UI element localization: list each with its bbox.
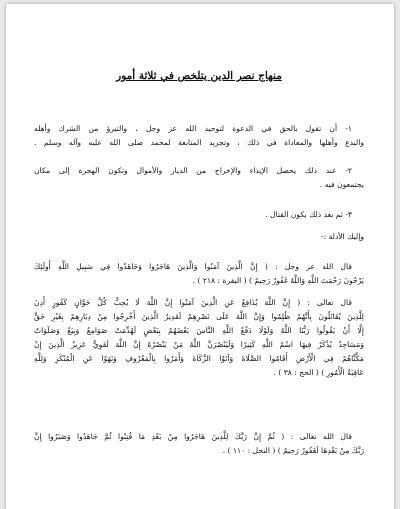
quote-1-line-2: يَرْجُونَ رَحْمَتَ اللَّهِ وَاللَّهُ غَفُورٌ رَحِيمٌ ) ( البقرة : ٢١٨ ) . xyxy=(192,276,364,285)
quote-2-line-6: عَاقِبَةُ الْأُمُورِ ) ( الحج : ٣٨ ) . xyxy=(273,368,364,377)
quote-2-line-2: لِلَّذِينَ يُقَاتَلُونَ بِأَنَّهُمْ ظُلِمُوا وَإِنَّ اللَّهَ عَلَى نَصْرِهِمْ لَقَدِيرٌ الَّذِينَ أُخْرِجُوا مِنْ دِيَارِهِمْ بِغَيْرِ حَقٍّ xyxy=(34,312,364,321)
quote-2-line-3: إِلَّا أَنْ يَقُولُوا رَبُّنَا اللَّهُ وَلَوْلَا دَفْعُ اللَّهِ النَّاسَ بَعْضَهُمْ بِبَعْضٍ لَهُدِّمَتْ صَوَامِعُ وَبِيَعٌ وَصَلَوَاتٌ xyxy=(34,326,364,335)
quote-2-line-1: قال تعالى : ( إِنَّ اللَّهَ يُدَافِعُ عَنِ الَّذِينَ آمَنُوا إِنَّ اللَّهَ لَا يُحِبُّ كُلَّ خَوَّانٍ كَفُورٍ أُذِنَ xyxy=(34,298,352,307)
quote-3-line-1: قال الله تعالى : ( ثُمَّ إِنَّ رَبَّكَ لِلَّذِينَ هَاجَرُوا مِنْ بَعْدِ مَا فُتِنُوا ثُمَّ جَاهَدُوا وَصَبَرُوا إِنَّ xyxy=(34,432,352,441)
evidence-heading xyxy=(34,230,364,244)
quote-2 xyxy=(34,296,364,380)
quote-2-line-5: مَكَّنَّاهُمْ فِي الْأَرْضِ أَقَامُوا الصَّلَاةَ وَآتَوُا الزَّكَاةَ وَأَمَرُوا بِالْمَعْرُوفِ وَنَهَوْا عَنِ الْمُنْكَرِ وَلِلَّهِ xyxy=(34,354,364,363)
point-2-line-1: ٢- عند ذلك يحصل الإيذاء والإخراج من الديار والأموال وتكون الهجرة إلى مكان xyxy=(34,166,352,175)
point-1-line-2: والبدع وأهلها والمعاداة في ذلك ، وتجريد المتابعة لمحمد صلى الله عليه وآله وسلم . xyxy=(34,138,364,147)
point-3 xyxy=(34,208,364,222)
quote-1-line-1: قال الله عز وجل : ( إِنَّ الَّذِينَ آمَنُوا وَالَّذِينَ هَاجَرُوا وَجَاهَدُوا فِي سَبِيلِ اللَّهِ أُولَئِكَ xyxy=(34,262,352,271)
quote-1 xyxy=(34,260,364,288)
quote-2-line-4: وَمَسَاجِدُ يُذْكَرُ فِيهَا اسْمُ اللَّهِ كَثِيرًا وَلَيَنْصُرَنَّ اللَّهُ مَنْ يَنْصُرُهُ إِنَّ اللَّهَ لَقَوِيٌّ عَزِيزٌ الَّذِينَ إِنْ xyxy=(34,340,364,349)
point-3-line-1: ٣- ثم بعد ذلك يكون القتال . xyxy=(265,210,352,219)
quote-3-line-2: رَبَّكَ مِنْ بَعْدِهَا لَغَفُورٌ رَحِيمٌ ) ( النحل : ١١٠ ) . xyxy=(222,446,364,455)
point-1-line-1: ١- أن تقول بالحق في الدعوة لتوحيد الله عز وجل ، والتبرؤ من الشرك وأهله xyxy=(34,124,352,133)
quote-3 xyxy=(34,430,364,458)
point-1 xyxy=(34,122,364,150)
document-page xyxy=(6,4,394,509)
point-2 xyxy=(34,164,364,192)
evidence-heading-text: وإليك الأدلة :- xyxy=(321,232,364,241)
document-title: منهاج نصر الدين يتلخص في ثلاثة أمور xyxy=(116,70,282,82)
point-2-line-2: يجتمعون فيه . xyxy=(319,180,364,189)
